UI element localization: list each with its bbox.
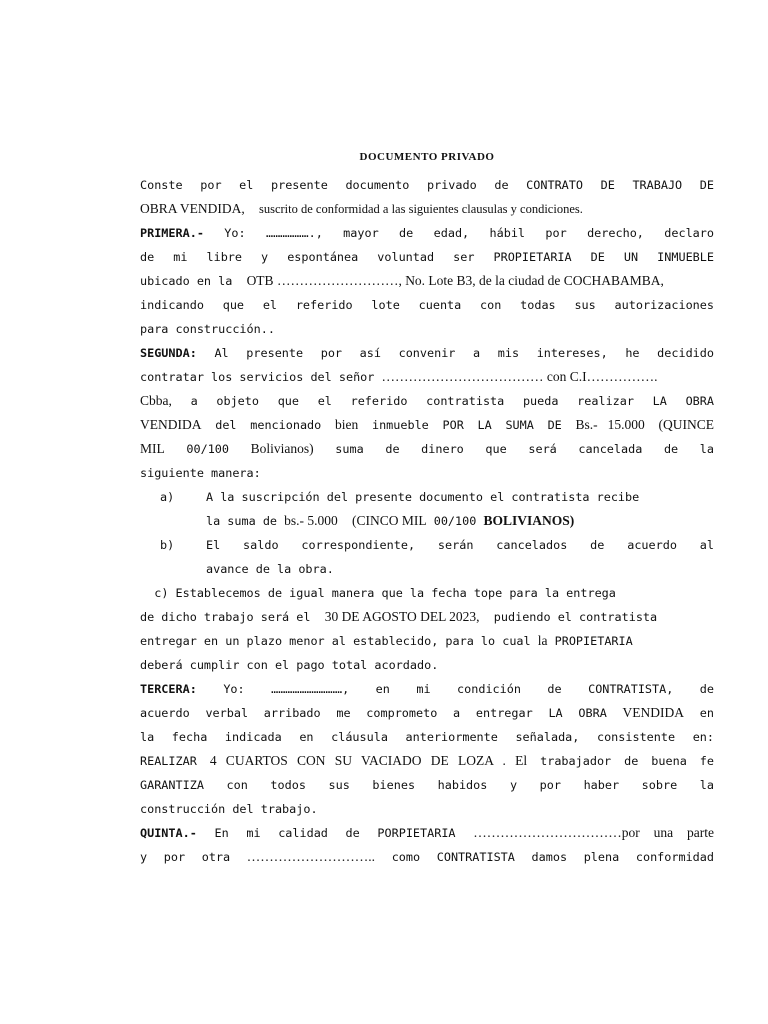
text-run: bien (335, 417, 359, 432)
text-run: del mencionado (215, 418, 322, 432)
paragraph-line (140, 249, 714, 265)
paragraph-line (140, 441, 714, 457)
text-run: PROPIETARIA (554, 634, 633, 648)
text-run: Bs.- 15.000 (575, 417, 645, 432)
clause-quinta-line (140, 825, 714, 841)
clause-label: QUINTA.- (140, 826, 197, 840)
clause-segunda-line (140, 345, 714, 361)
text-run: construcción del trabajo. (140, 802, 318, 816)
text-run: (CINCO MIL (351, 513, 427, 528)
text-run: Yo: ………………., mayor de edad, hábil por derecho, declaro (224, 226, 714, 240)
paragraph-line (140, 177, 714, 193)
text-run: de dicho trabajo será el (140, 610, 311, 624)
text-run: entregar en un plazo menor al establecido, para lo cual (140, 634, 531, 648)
text-run: de mi libre y espontánea voluntad ser PROPIETARIA DE UN INMUEBLE (140, 250, 714, 264)
paragraph-line (140, 729, 714, 745)
list-item-b (160, 537, 714, 553)
clause-label: PRIMERA.- (140, 226, 204, 240)
text-run: BOLIVIANOS) (483, 513, 575, 528)
text-run: OBRA VENDIDA, (140, 201, 245, 216)
text-run: la fecha indicada en cláusula anteriormente señalada, consistente en: (140, 730, 714, 744)
paragraph-line (140, 657, 714, 673)
text-run: deberá cumplir con el pago total acordado. (140, 658, 439, 672)
text-run: suscrito de conformidad a las siguientes clausulas y condiciones. (258, 202, 583, 216)
text-run: avance de la obra. (206, 562, 334, 576)
text-run: Al presente por así convenir a mis intereses, he decidido (214, 346, 714, 360)
text-run: para construcción.. (140, 322, 275, 336)
paragraph-line (140, 585, 714, 601)
clause-label: SEGUNDA: (140, 346, 197, 360)
text-run: inmueble POR LA SUMA DE (371, 418, 562, 432)
text-run: VENDIDA (622, 705, 685, 720)
text-run: VENDIDA (140, 417, 202, 432)
paragraph-line (140, 753, 714, 769)
text-run: 4 CUARTOS CON SU VACIADO DE LOZA . El (209, 753, 528, 768)
text-run: a objeto que el referido contratista pueda realizar LA OBRA (190, 394, 714, 408)
text-run: En mi calidad de PORPIETARIA (214, 826, 456, 840)
text-run: c) Establecemos de igual manera que la fecha tope para la entrega (154, 586, 616, 600)
text-run: Yo: …………………………, en mi condición de CONTRATISTA, de (223, 682, 714, 696)
paragraph-line (140, 633, 714, 649)
text-run: bs.- 5.000 (284, 513, 338, 528)
list-marker: b) (160, 538, 175, 552)
text-run: siguiente manera: (140, 466, 261, 480)
text-run: MIL (140, 441, 165, 456)
paragraph-line (140, 417, 714, 433)
text-run: ……………………….. (246, 849, 376, 864)
text-run: trabajador de buena fe (540, 754, 714, 768)
paragraph-line (140, 609, 714, 625)
list-item-a-cont (206, 513, 714, 529)
paragraph-line (140, 297, 714, 313)
paragraph-line (140, 801, 714, 817)
text-run: en (699, 706, 714, 720)
text-run: 30 DE AGOSTO DEL 2023, (324, 609, 480, 624)
text-run: Cbba, (140, 393, 172, 408)
text-run: 00/100 (186, 442, 230, 456)
list-marker: a) (160, 490, 175, 504)
text-run: pudiendo el contratista (493, 610, 658, 624)
text-run: OTB ………………………, No. Lote B3, de la ciudad de COCHABAMBA, (246, 273, 664, 288)
text-run: contratar los servicios del señor (140, 370, 375, 384)
text-run: la (537, 633, 548, 648)
text-run: Bolivianos) (250, 441, 314, 456)
paragraph-line (140, 369, 714, 385)
text-run: suma de dinero que será cancelada de la (335, 442, 714, 456)
paragraph-line (140, 777, 714, 793)
text-run: indicando que el referido lote cuenta con todas sus autorizaciones (140, 298, 714, 312)
paragraph-line (140, 849, 714, 865)
text-run: El saldo correspondiente, serán cancelados de acuerdo al (206, 538, 714, 552)
text-run: 00/100 (433, 514, 477, 528)
paragraph-line (140, 393, 714, 409)
text-run: la suma de (206, 514, 278, 528)
paragraph-line (140, 321, 714, 337)
text-run: ……………………………por una parte (473, 825, 714, 840)
text-run: ubicado en la (140, 274, 233, 288)
list-item-a (160, 489, 714, 505)
text-run: acuerdo verbal arribado me comprometo a entregar LA OBRA (140, 706, 607, 720)
paragraph-line (140, 201, 714, 217)
text-run: (QUINCE (658, 417, 714, 432)
text-run: GARANTIZA con todos sus bienes habidos y por haber sobre la (140, 778, 714, 792)
paragraph-line (140, 273, 714, 289)
clause-primera-line (140, 225, 714, 241)
list-item-b-cont (206, 561, 714, 577)
text-run: ……………………………… con C.I……………. (381, 369, 658, 384)
text-run: Conste por el presente documento privado de CONTRATO DE TRABAJO DE (140, 178, 714, 192)
text-run: REALIZAR (140, 754, 197, 768)
clause-label: TERCERA: (140, 682, 197, 696)
text-run: A la suscripción del presente documento el contratista recibe (206, 490, 640, 504)
text-run: como CONTRATISTA damos plena conformidad (391, 850, 714, 864)
paragraph-line (140, 465, 714, 481)
clause-tercera-line (140, 681, 714, 697)
paragraph-line (140, 705, 714, 721)
document-title: DOCUMENTO PRIVADO (359, 151, 495, 163)
text-run: y por otra (140, 850, 231, 864)
